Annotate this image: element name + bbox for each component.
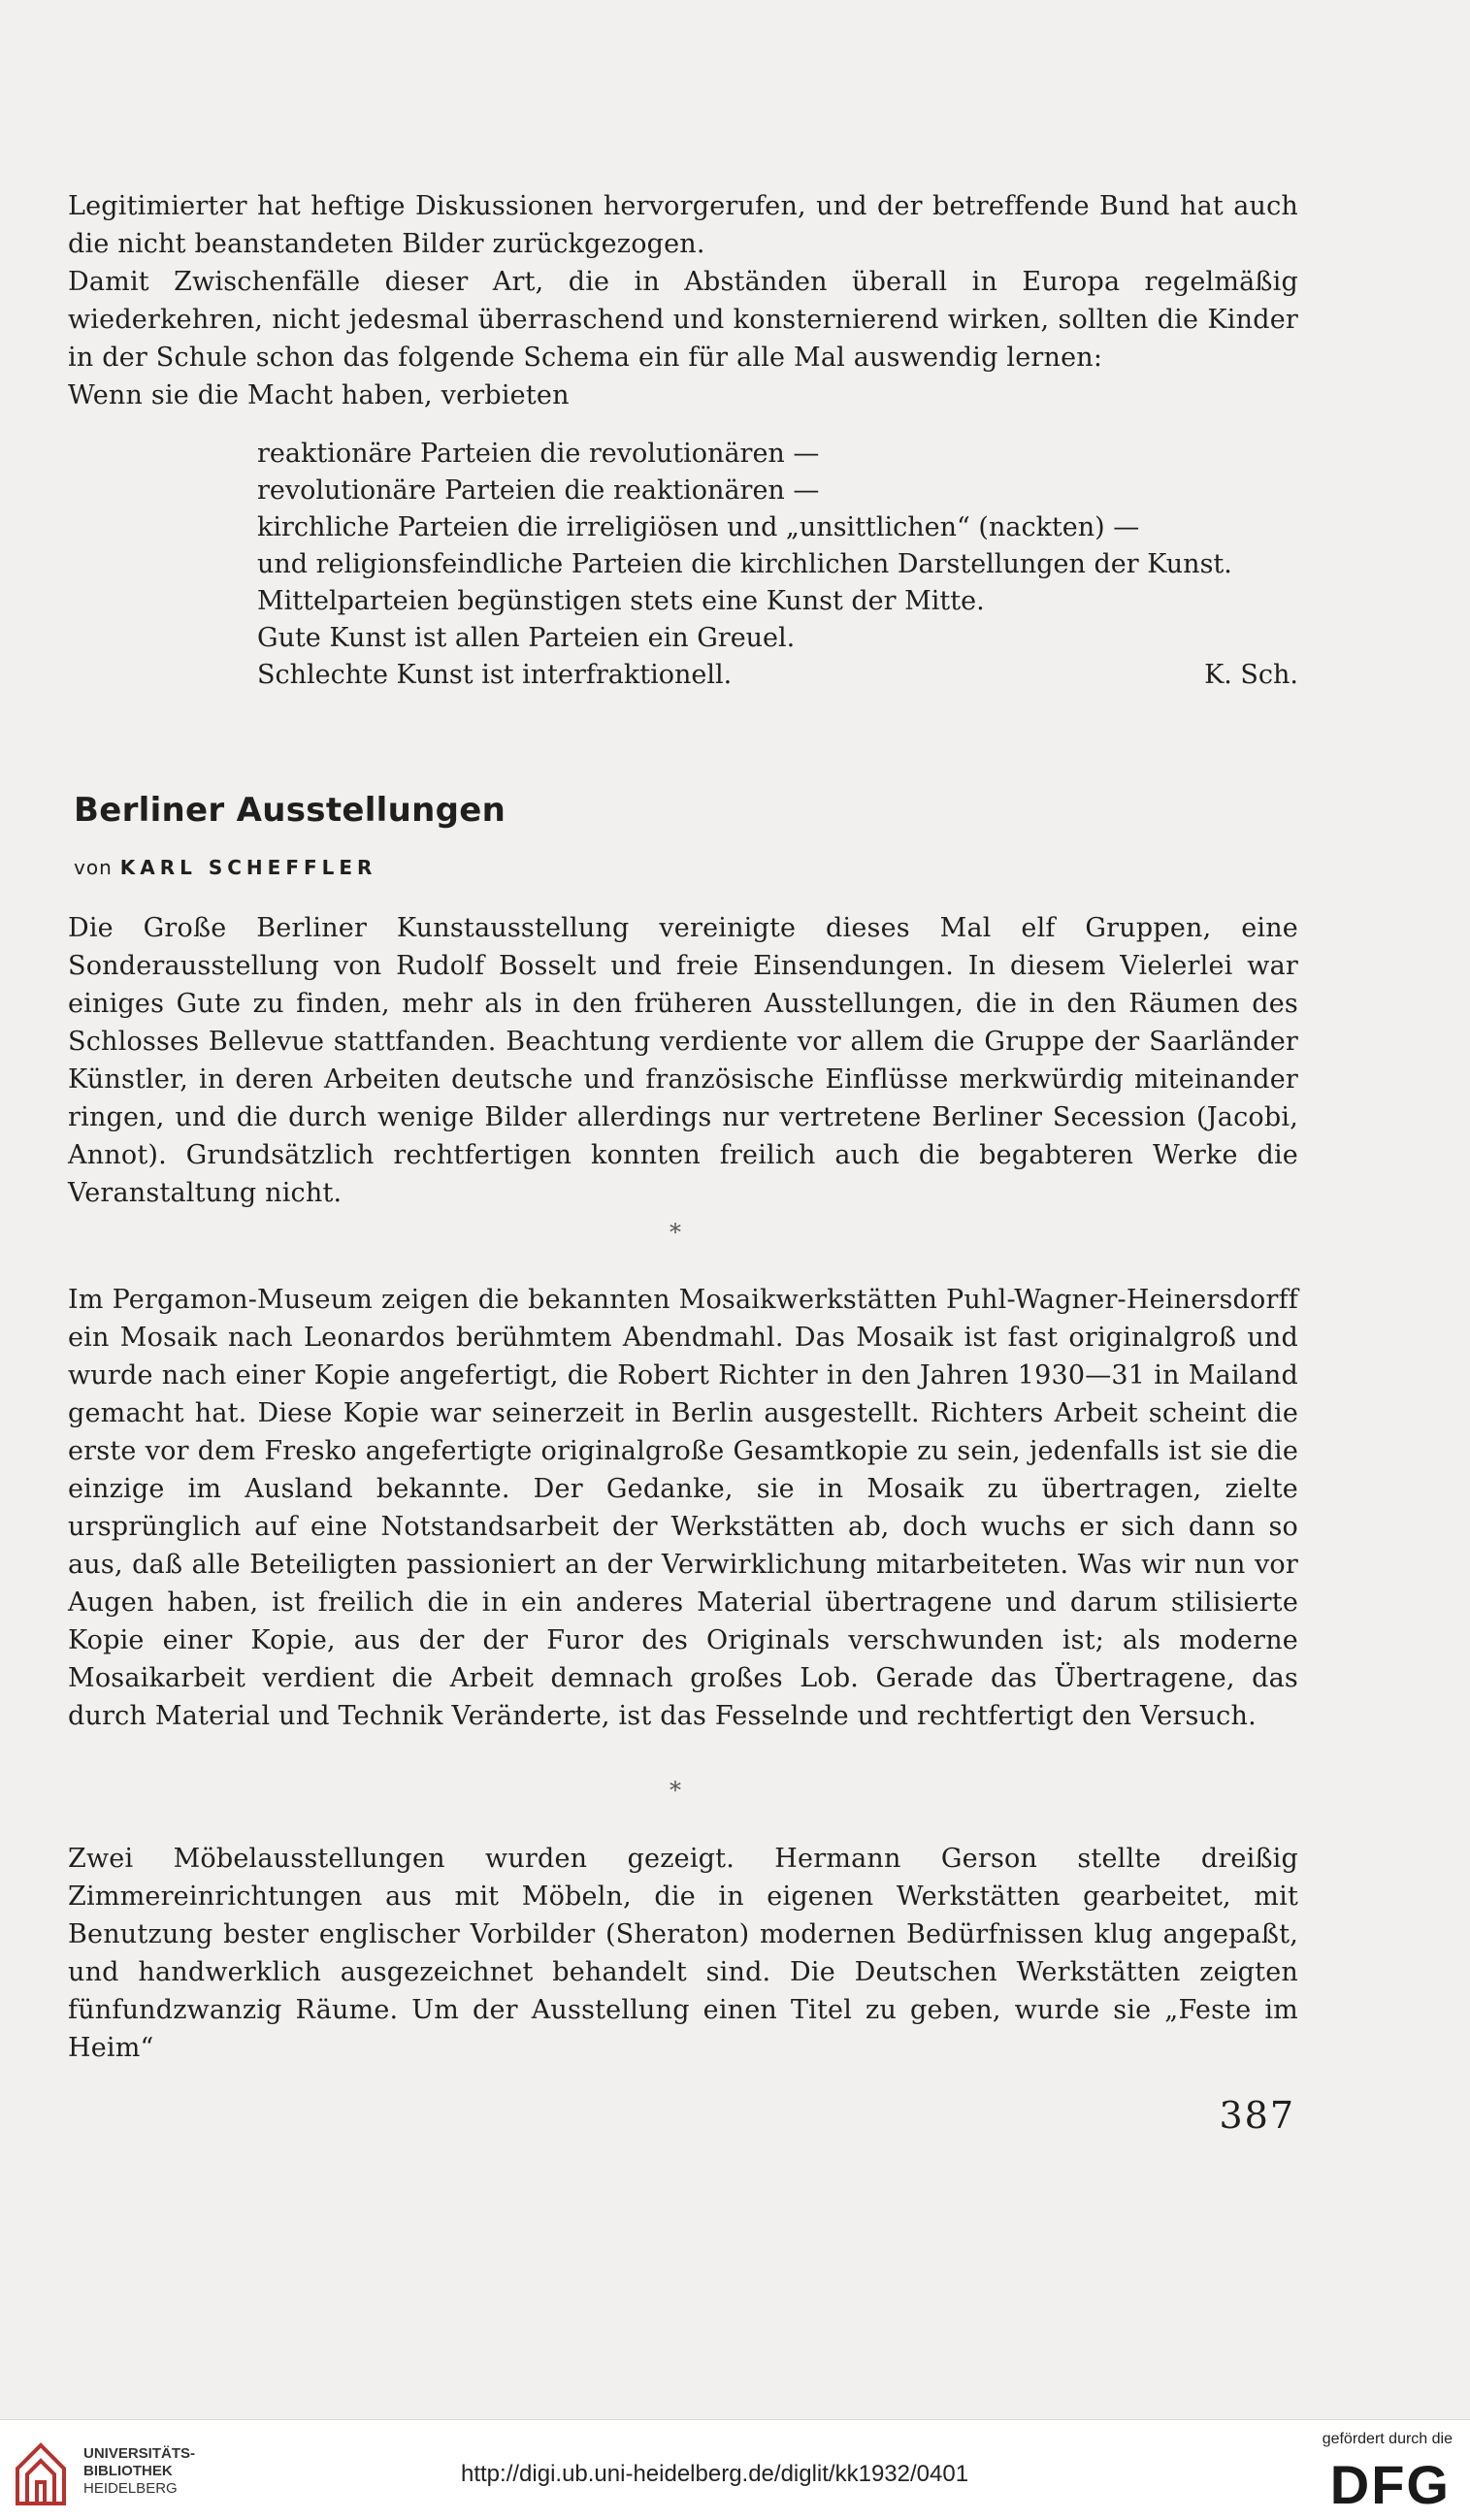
- permalink-url[interactable]: http://digi.ub.uni-heidelberg.de/diglit/kk1932/0401: [461, 2461, 969, 2487]
- article-paragraph-2: Im Pergamon-Museum zeigen die bekannten Mosaikwerkstätten Puhl-Wagner-Heinersdorff ein Mosaik nach Leonardos berühmtem Abendmahl. Das Mosaik ist fast originalgroß und wurde nach einer Kopie angefertigt, die Robert Richter in den Jahren 1930—31 in Mailand gemacht hat. Diese Kopie war seinerzeit in Berlin ausgestellt. Richters Arbeit scheint die erste vor dem Fresko angefertigte originalgroße Gesamtkopie zu sein, jedenfalls ist sie die einzige im Ausland bekannte. Der Gedanke, sie in Mosaik zu übertragen, zielte ursprünglich auf eine Notstandsarbeit der Werkstätten ab, doch wuchs er sich dann so aus, daß alle Beteiligten passioniert an der Verwirklichung mitarbeiteten. Was wir nun vor Augen haben, ist freilich die in ein anderes Material übertragene und darum stilisierte Kopie einer Kopie, aus der der Furor des Originals verschwunden ist; als moderne Mosaikarbeit verdient die Arbeit demnach großes Lob. Gerade das Übertragene, das durch Material und Technik Veränderte, ist das Fesselnde und rechtfertigt den Versuch.: [68, 1285, 1298, 1731]
- schema-line-1: reaktionäre Parteien die revolutionären —: [257, 439, 820, 469]
- article-paragraph-3: Zwei Möbelausstellungen wurden gezeigt. Hermann Gerson stellte dreißig Zimmereinrichtungen aus mit Möbeln, die in eigenen Werkstätten gearbeitet, mit Benutzung bester englischer Vorbilder (Sheraton) modernen Bedürfnissen klug angepaßt, und handwerklich ausgezeichnet behandelt sind. Die Deutschen Werkstätten zeigten fünfundzwanzig Räume. Um der Ausstellung einen Titel zu geben, wurde sie „Feste im Heim“: [68, 1844, 1298, 2063]
- library-name: [83, 2445, 195, 2498]
- byline: [74, 854, 376, 881]
- intro-section: [68, 187, 1298, 414]
- article-paragraph-1: Die Große Berliner Kunstausstellung vereinigte dieses Mal elf Gruppen, eine Sonderausstellung von Rudolf Bosselt und freie Einsendungen. In diesem Vielerlei war einiges Gute zu finden, mehr als in den früheren Ausstellungen, die in den Räumen des Schlosses Bellevue stattfanden. Beachtung verdiente vor allem die Gruppe der Saarländer Künstler, in deren Arbeiten deutsche und französische Einflüsse merkwürdig miteinander ringen, und die durch wenige Bilder allerdings nur vertretene Berliner Secession (Jacobi, Annot). Grundsätzlich rechtfertigen konnten freilich auch die begabteren Werke die Veranstaltung nicht.: [68, 913, 1298, 1208]
- section-separator-1: *: [670, 1219, 681, 1246]
- library-name-line-1: UNIVERSITÄTS-: [83, 2445, 196, 2462]
- schema-line-4: und religionsfeindliche Parteien die kirchlichen Darstellungen der Kunst.: [257, 549, 1232, 579]
- schema-line-3: kirchliche Parteien die irreligiösen und „unsittlichen“ (nackten) —: [257, 512, 1140, 542]
- library-logo-icon: [14, 2439, 68, 2507]
- dfg-logo-text: DFG: [1329, 2454, 1451, 2509]
- signature: K. Sch.: [1204, 660, 1298, 690]
- schema-line-5: Mittelparteien begünstigen stets eine Kunst der Mitte.: [257, 586, 985, 616]
- article-title: Berliner Ausstellungen: [74, 791, 506, 830]
- funded-by-label: gefördert durch die: [1322, 2431, 1453, 2447]
- library-name-line-3: HEIDELBERG: [83, 2480, 178, 2497]
- article-paragraph-3-block: [68, 1840, 1298, 2067]
- section-separator-2: *: [670, 1777, 681, 1804]
- intro-paragraph-3: Wenn sie die Macht haben, verbieten: [68, 380, 570, 410]
- byline-prefix: von: [74, 856, 113, 879]
- intro-paragraph-2: Damit Zwischenfälle dieser Art, die in Abständen überall in Europa regelmäßig wiederkehren, nicht jedesmal überraschend und konsternierend wirken, sollten die Kinder in der Schule schon das folgende Schema ein für alle Mal auswendig lernen:: [68, 267, 1298, 373]
- dfg-logo-icon: [1309, 2451, 1453, 2509]
- intro-paragraph-1: Legitimierter hat heftige Diskussionen hervorgerufen, und der betreffende Bund hat auch die nicht beanstandeten Bilder zurückgezogen.: [68, 191, 1298, 259]
- schema-line-2: revolutionäre Parteien die reaktionären —: [257, 475, 820, 506]
- schema-line-6: Gute Kunst ist allen Parteien ein Greuel.: [257, 623, 796, 653]
- page-number: 387: [1219, 2094, 1295, 2137]
- digitization-footer: [0, 2419, 1470, 2520]
- byline-author: KARL SCHEFFLER: [119, 856, 377, 879]
- article-paragraph-2-block: [68, 1281, 1298, 1735]
- schema-line-7: Schlechte Kunst ist interfraktionell.: [257, 660, 733, 690]
- article-paragraph-1-block: [68, 909, 1298, 1212]
- library-name-line-2: BIBLIOTHEK: [83, 2463, 173, 2479]
